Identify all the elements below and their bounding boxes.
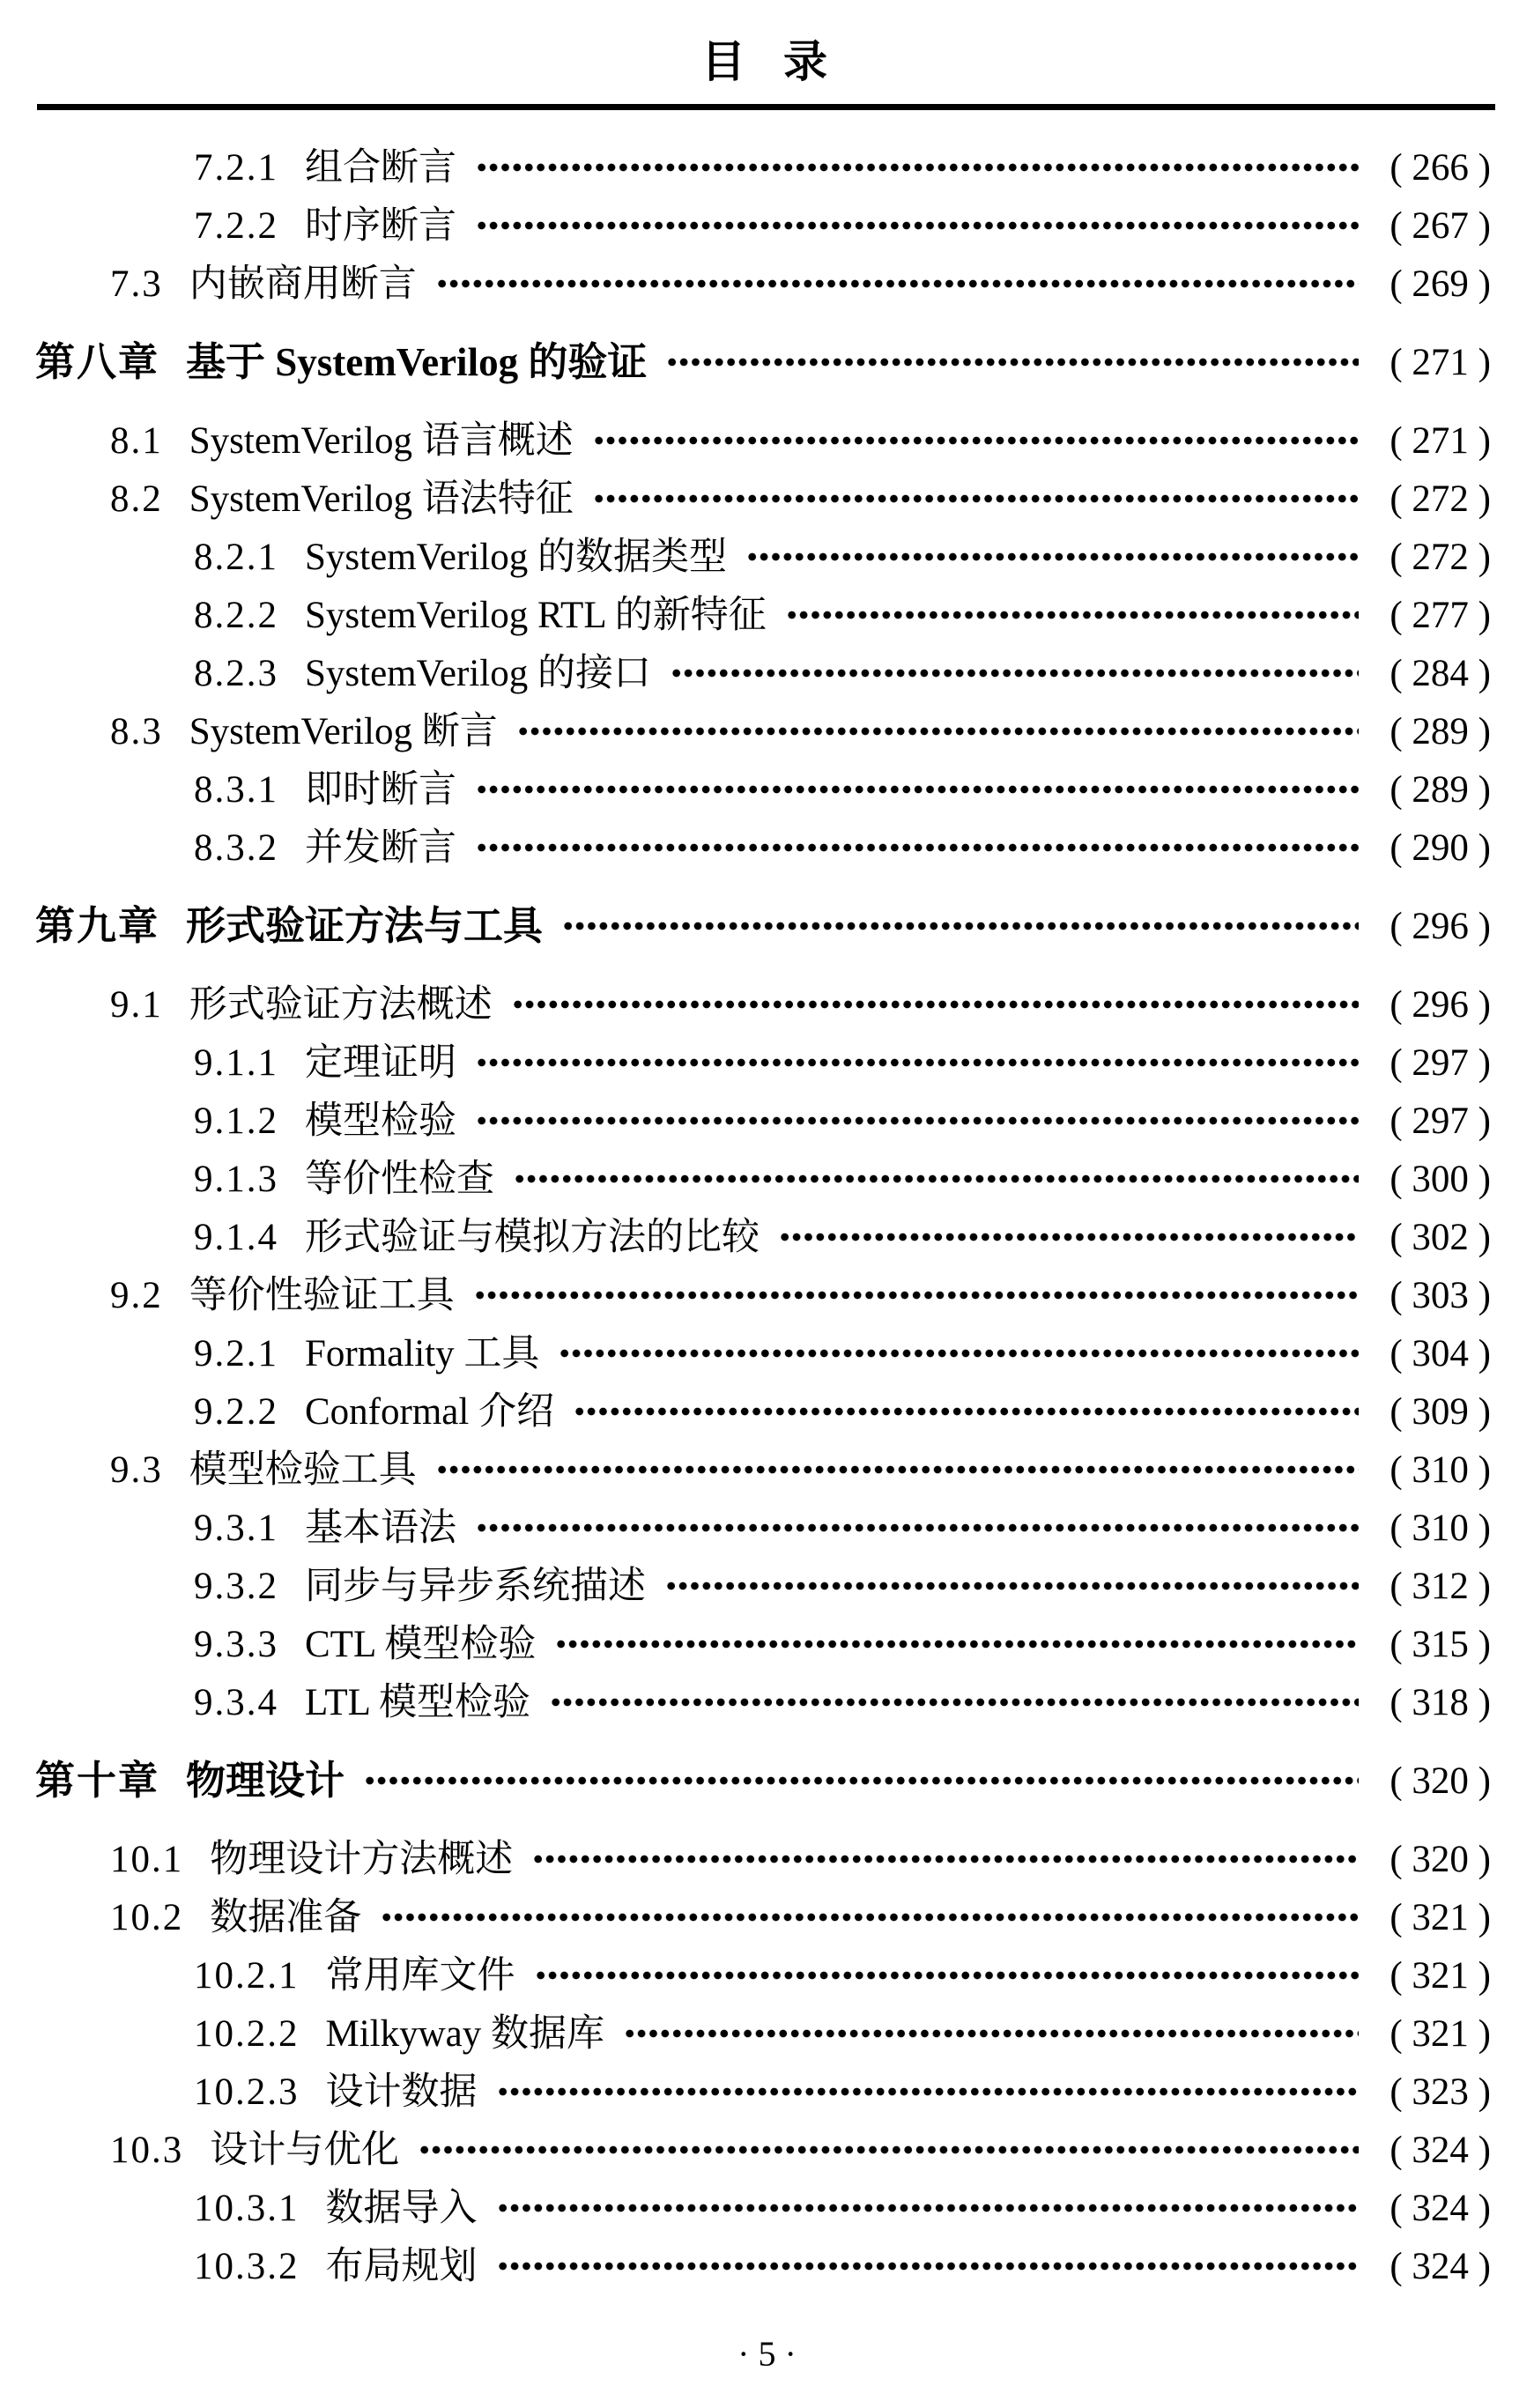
- entry-title: 数据导入: [325, 2187, 478, 2229]
- toc-entry: [35, 1499, 1491, 1557]
- entry-title: SystemVerilog 语言概述: [189, 419, 574, 462]
- entry-title: 布局规划: [325, 2245, 478, 2287]
- entry-page-number: ( 321 ): [1389, 2012, 1491, 2055]
- entry-page-number: ( 289 ): [1389, 768, 1491, 811]
- entry-number: 8.1: [110, 419, 163, 462]
- dot-leader: [497, 2246, 1360, 2286]
- entry-number: 9.2.2: [194, 1390, 278, 1433]
- entry-page-number: ( 324 ): [1389, 2187, 1491, 2229]
- entry-page-number: ( 272 ): [1389, 478, 1491, 520]
- entry-title: LTL 模型检验: [305, 1681, 531, 1723]
- entry-page-number: ( 323 ): [1389, 2071, 1491, 2113]
- footer-page-number: · 5 ·: [737, 2334, 797, 2374]
- dot-leader: [514, 1159, 1359, 1199]
- entry-title: 形式验证方法与工具: [186, 903, 544, 948]
- dot-leader: [574, 1391, 1359, 1432]
- entry-number: 10.3.1: [194, 2187, 300, 2229]
- dot-leader: [665, 1566, 1359, 1606]
- entry-page-number: ( 310 ): [1389, 1507, 1491, 1549]
- entry-page-number: ( 271 ): [1389, 419, 1491, 462]
- entry-number: 8.2.3: [194, 652, 278, 694]
- entry-title: 即时断言: [305, 768, 456, 811]
- dot-leader: [436, 1449, 1359, 1490]
- dot-leader: [474, 1275, 1359, 1315]
- entry-number: 8.2.1: [194, 536, 278, 578]
- entry-page-number: ( 320 ): [1389, 1838, 1491, 1880]
- dot-leader: [671, 653, 1359, 693]
- toc-entry: [35, 1266, 1491, 1324]
- entry-number: 第十章: [35, 1758, 160, 1803]
- toc-entry: [35, 333, 1491, 391]
- toc-entry: [35, 1208, 1491, 1266]
- dot-leader: [476, 1042, 1359, 1083]
- toc-entry: [35, 1946, 1491, 2004]
- dot-leader: [786, 595, 1359, 635]
- entry-page-number: ( 284 ): [1389, 652, 1491, 694]
- entry-title: 基本语法: [305, 1507, 456, 1549]
- dot-leader: [559, 1333, 1359, 1374]
- entry-number: 9.3: [110, 1449, 163, 1491]
- entry-page-number: ( 271 ): [1389, 341, 1491, 383]
- entry-page-number: ( 290 ): [1389, 826, 1491, 869]
- entry-number: 9.3.2: [194, 1565, 278, 1607]
- dot-leader: [497, 2071, 1360, 2112]
- entry-title: 基于 SystemVerilog 的验证: [186, 339, 648, 384]
- entry-page-number: ( 312 ): [1389, 1565, 1491, 1607]
- entry-page-number: ( 304 ): [1389, 1332, 1491, 1374]
- entry-number: 7.2.2: [194, 204, 278, 247]
- toc-entry: [35, 528, 1491, 586]
- entry-number: 8.3.1: [194, 768, 278, 811]
- entry-number: 9.1.4: [194, 1216, 278, 1258]
- dot-leader: [746, 537, 1359, 577]
- entry-page-number: ( 267 ): [1389, 204, 1491, 247]
- entry-page-number: ( 277 ): [1389, 594, 1491, 636]
- dot-leader: [497, 2188, 1360, 2228]
- toc-entry: [35, 1092, 1491, 1150]
- dot-leader: [666, 342, 1359, 382]
- entry-page-number: ( 324 ): [1389, 2129, 1491, 2171]
- entry-page-number: ( 303 ): [1389, 1274, 1491, 1316]
- dot-leader: [476, 827, 1359, 868]
- dot-leader: [593, 478, 1359, 519]
- entry-title: 同步与异步系统描述: [305, 1565, 646, 1607]
- entry-title: 数据准备: [210, 1896, 362, 1938]
- toc-entry: [35, 897, 1491, 955]
- toc-entry: [35, 975, 1491, 1034]
- toc-entry: [35, 2237, 1491, 2295]
- entry-title: 组合断言: [305, 146, 456, 189]
- dot-leader: [476, 769, 1359, 810]
- entry-title: SystemVerilog 的接口: [305, 652, 651, 694]
- toc-entry: [35, 1324, 1491, 1382]
- entry-title: 设计与优化: [210, 2129, 400, 2171]
- entry-page-number: ( 297 ): [1389, 1041, 1491, 1084]
- dot-leader: [364, 1760, 1359, 1801]
- dot-leader: [779, 1217, 1359, 1257]
- entry-number: 9.1: [110, 983, 163, 1026]
- entry-page-number: ( 296 ): [1389, 905, 1491, 947]
- entry-title: SystemVerilog 的数据类型: [305, 536, 727, 578]
- entry-title: Conformal 介绍: [305, 1390, 555, 1433]
- entry-number: 10.1: [110, 1838, 184, 1880]
- entry-page-number: ( 318 ): [1389, 1681, 1491, 1723]
- toc-entry: [35, 1034, 1491, 1092]
- toc-entry: [35, 2063, 1491, 2121]
- entry-page-number: ( 310 ): [1389, 1449, 1491, 1491]
- dot-leader: [555, 1624, 1359, 1664]
- toc-entry: [35, 1150, 1491, 1208]
- entry-title: 物理设计: [186, 1758, 345, 1803]
- entry-title: CTL 模型检验: [305, 1623, 537, 1665]
- entry-title: SystemVerilog RTL 的新特征: [305, 594, 767, 636]
- toc-entry: [35, 1441, 1491, 1499]
- entry-title: 定理证明: [305, 1041, 456, 1084]
- entry-number: 9.2: [110, 1274, 163, 1316]
- entry-title: SystemVerilog 语法特征: [189, 478, 574, 520]
- entry-number: 9.2.1: [194, 1332, 278, 1374]
- entry-number: 9.1.1: [194, 1041, 278, 1084]
- toc-entry: [35, 411, 1491, 470]
- toc-entry: [35, 255, 1491, 313]
- entry-page-number: ( 289 ): [1389, 710, 1491, 752]
- entry-page-number: ( 321 ): [1389, 1954, 1491, 1997]
- entry-page-number: ( 309 ): [1389, 1390, 1491, 1433]
- toc-entry: [35, 2179, 1491, 2237]
- dot-leader: [419, 2130, 1359, 2170]
- toc-entry: [35, 470, 1491, 528]
- dot-leader: [517, 711, 1359, 752]
- dot-leader: [532, 1839, 1359, 1879]
- entry-page-number: ( 296 ): [1389, 983, 1491, 1026]
- entry-page-number: ( 272 ): [1389, 536, 1491, 578]
- toc-entry: [35, 1557, 1491, 1615]
- toc-entry: [35, 586, 1491, 644]
- entry-number: 8.3.2: [194, 826, 278, 869]
- entry-title: 并发断言: [305, 826, 456, 869]
- entry-title: 设计数据: [325, 2071, 478, 2113]
- dot-leader: [624, 2013, 1359, 2054]
- toc-list: [0, 110, 1534, 2295]
- entry-number: 8.2.2: [194, 594, 278, 636]
- toc-entry: [35, 819, 1491, 877]
- entry-title: 模型检验: [305, 1100, 456, 1142]
- toc-entry: [35, 760, 1491, 819]
- entry-number: 9.3.3: [194, 1623, 278, 1665]
- entry-number: 10.3.2: [194, 2245, 300, 2287]
- dot-leader: [535, 1955, 1360, 1996]
- entry-number: 9.3.4: [194, 1681, 278, 1723]
- toc-entry: [35, 1888, 1491, 1946]
- dot-leader: [476, 205, 1359, 246]
- entry-page-number: ( 315 ): [1389, 1623, 1491, 1665]
- toc-entry: [35, 644, 1491, 702]
- entry-number: 第八章: [35, 339, 160, 384]
- entry-number: 8.3: [110, 710, 163, 752]
- entry-number: 9.3.1: [194, 1507, 278, 1549]
- toc-entry: [35, 1615, 1491, 1673]
- entry-page-number: ( 269 ): [1389, 263, 1491, 305]
- dot-leader: [436, 263, 1359, 304]
- entry-page-number: ( 324 ): [1389, 2245, 1491, 2287]
- entry-title: 时序断言: [305, 204, 456, 247]
- toc-entry: [35, 2121, 1491, 2179]
- toc-entry: [35, 1382, 1491, 1441]
- toc-entry: [35, 1830, 1491, 1888]
- dot-leader: [512, 984, 1359, 1025]
- entry-number: 9.1.3: [194, 1158, 278, 1200]
- entry-page-number: ( 320 ): [1389, 1760, 1491, 1802]
- page-header: [0, 0, 1534, 90]
- entry-page-number: ( 297 ): [1389, 1100, 1491, 1142]
- entry-title: 常用库文件: [325, 1954, 515, 1997]
- entry-page-number: ( 302 ): [1389, 1216, 1491, 1258]
- page-title: 目 录: [701, 37, 833, 86]
- entry-number: 10.2.2: [194, 2012, 300, 2055]
- entry-title: 模型检验工具: [189, 1449, 417, 1491]
- dot-leader: [476, 1508, 1359, 1548]
- entry-number: 7.2.1: [194, 146, 278, 189]
- toc-entry: [35, 138, 1491, 196]
- entry-title: 形式验证方法概述: [189, 983, 493, 1026]
- entry-page-number: ( 321 ): [1389, 1896, 1491, 1938]
- dot-leader: [593, 420, 1359, 461]
- toc-entry: [35, 702, 1491, 760]
- entry-title: SystemVerilog 断言: [189, 710, 498, 752]
- entry-title: 形式验证与模拟方法的比较: [305, 1216, 760, 1258]
- entry-number: 第九章: [35, 903, 160, 948]
- entry-number: 9.1.2: [194, 1100, 278, 1142]
- entry-number: 10.2.1: [194, 1954, 300, 1997]
- header-rule: [37, 104, 1495, 110]
- dot-leader: [381, 1897, 1359, 1938]
- toc-entry: [35, 1752, 1491, 1810]
- entry-title: Milkyway 数据库: [325, 2012, 605, 2055]
- toc-entry: [35, 2004, 1491, 2063]
- entry-title: 内嵌商用断言: [189, 263, 417, 305]
- entry-page-number: ( 266 ): [1389, 146, 1491, 189]
- toc-entry: [35, 196, 1491, 255]
- entry-number: 10.2.3: [194, 2071, 300, 2113]
- entry-page-number: ( 300 ): [1389, 1158, 1491, 1200]
- entry-title: Formality 工具: [305, 1332, 540, 1374]
- entry-number: 10.2: [110, 1896, 184, 1938]
- entry-number: 10.3: [110, 2129, 184, 2171]
- dot-leader: [476, 1100, 1359, 1141]
- toc-entry: [35, 1673, 1491, 1731]
- entry-title: 等价性检查: [305, 1158, 494, 1200]
- dot-leader: [550, 1682, 1359, 1723]
- entry-number: 8.2: [110, 478, 163, 520]
- dot-leader: [562, 906, 1359, 946]
- dot-leader: [476, 147, 1359, 188]
- entry-number: 7.3: [110, 263, 163, 305]
- entry-title: 等价性验证工具: [189, 1274, 455, 1316]
- entry-title: 物理设计方法概述: [210, 1838, 514, 1880]
